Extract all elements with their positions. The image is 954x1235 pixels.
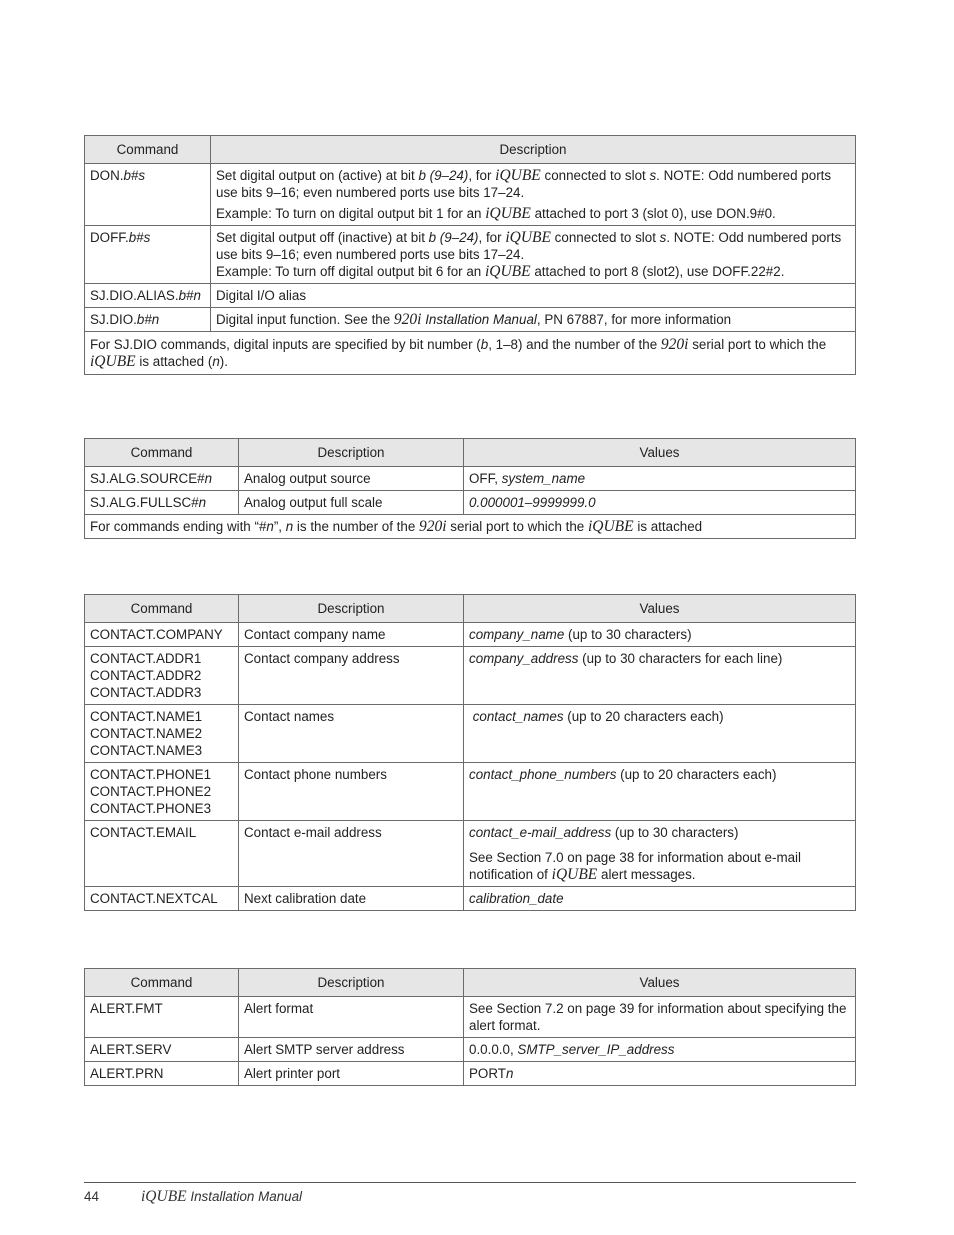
table-header-row — [85, 439, 856, 467]
analog-output-commands-table — [84, 438, 856, 539]
contact-commands-table — [84, 594, 856, 911]
description-cell: Analog output source — [239, 467, 464, 491]
table-row — [85, 226, 856, 284]
column-header: Description — [239, 969, 464, 997]
table-row — [85, 623, 856, 647]
command-cell: CONTACT.NEXTCAL — [85, 887, 239, 911]
table-row — [85, 164, 856, 226]
digital-io-commands-table — [84, 135, 856, 375]
table-row — [85, 705, 856, 763]
column-header: Description — [239, 595, 464, 623]
table-note: For commands ending with “#n”, n is the number of the 920i serial port to which the iQUBE is attached — [85, 515, 856, 539]
command-cell: CONTACT.NAME1 CONTACT.NAME2 CONTACT.NAME3 — [85, 705, 239, 763]
column-header: Command — [85, 595, 239, 623]
description-cell: Next calibration date — [239, 887, 464, 911]
values-cell: contact_names (up to 20 characters each) — [464, 705, 856, 763]
command-cell: CONTACT.EMAIL — [85, 821, 239, 887]
description-cell: Set digital output off (inactive) at bit b (9–24), for iQUBE connected to slot s. NOTE: Odd numbered ports use bits 9–16; even numbered ports use bits 17–24. Example: To turn off digital output bit 6 for an iQUBE attached to port 8 (slot2), use DOFF.22#2. — [211, 226, 856, 284]
command-cell: CONTACT.ADDR1 CONTACT.ADDR2 CONTACT.ADDR3 — [85, 647, 239, 705]
values-cell: OFF, system_name — [464, 467, 856, 491]
table-row — [85, 308, 856, 332]
values-cell: company_address (up to 30 characters for each line) — [464, 647, 856, 705]
column-header: Values — [464, 595, 856, 623]
table-header-row — [85, 969, 856, 997]
values-cell: See Section 7.2 on page 39 for information about specifying the alert format. — [464, 997, 856, 1038]
command-cell: SJ.ALG.FULLSC#n — [85, 491, 239, 515]
command-cell: SJ.ALG.SOURCE#n — [85, 467, 239, 491]
table-row — [85, 284, 856, 308]
values-cell: company_name (up to 30 characters) — [464, 623, 856, 647]
description-cell: Digital I/O alias — [211, 284, 856, 308]
values-cell: 0.000001–9999999.0 — [464, 491, 856, 515]
column-header: Description — [211, 136, 856, 164]
table-row — [85, 1062, 856, 1086]
description-cell: Digital input function. See the 920i Installation Manual, PN 67887, for more information — [211, 308, 856, 332]
command-cell: SJ.DIO.b#n — [85, 308, 211, 332]
command-cell: SJ.DIO.ALIAS.b#n — [85, 284, 211, 308]
table-row — [85, 491, 856, 515]
values-cell: 0.0.0.0, SMTP_server_IP_address — [464, 1038, 856, 1062]
table-row — [85, 467, 856, 491]
column-header: Description — [239, 439, 464, 467]
footer-divider — [84, 1182, 856, 1183]
description-cell: Contact e-mail address — [239, 821, 464, 887]
values-cell: PORTn — [464, 1062, 856, 1086]
description-cell: Alert format — [239, 997, 464, 1038]
page-footer — [84, 1188, 302, 1206]
table-note: For SJ.DIO commands, digital inputs are specified by bit number (b, 1–8) and the number of the 920i serial port to which the iQUBE is attached (n). — [85, 332, 856, 375]
table-row — [85, 647, 856, 705]
column-header: Command — [85, 439, 239, 467]
page-number: 44 — [84, 1189, 99, 1204]
table-note-row — [85, 515, 856, 539]
description-cell: Contact company name — [239, 623, 464, 647]
table-header-row — [85, 595, 856, 623]
command-cell: DOFF.b#s — [85, 226, 211, 284]
footer-brand: iQUBE — [141, 1188, 187, 1205]
column-header: Values — [464, 969, 856, 997]
description-cell: Alert SMTP server address — [239, 1038, 464, 1062]
values-cell: contact_e-mail_address (up to 30 characters) See Section 7.0 on page 38 for information about e-mail notification of iQUBE alert messages. — [464, 821, 856, 887]
table-row — [85, 821, 856, 887]
column-header: Values — [464, 439, 856, 467]
column-header: Command — [85, 136, 211, 164]
command-cell: ALERT.PRN — [85, 1062, 239, 1086]
description-cell: Set digital output on (active) at bit b (9–24), for iQUBE connected to slot s. NOTE: Odd numbered ports use bits 9–16; even numbered ports use bits 17–24. Example: To turn on digital output bit 1 for an iQUBE attached to port 3 (slot 0), use DON.9#0. — [211, 164, 856, 226]
values-cell: calibration_date — [464, 887, 856, 911]
alert-commands-table — [84, 968, 856, 1086]
command-cell: CONTACT.COMPANY — [85, 623, 239, 647]
description-cell: Analog output full scale — [239, 491, 464, 515]
table-row — [85, 997, 856, 1038]
command-cell: ALERT.FMT — [85, 997, 239, 1038]
table-header-row — [85, 136, 856, 164]
column-header: Command — [85, 969, 239, 997]
description-cell: Contact company address — [239, 647, 464, 705]
footer-title: Installation Manual — [186, 1189, 303, 1204]
table-row — [85, 887, 856, 911]
table-row — [85, 763, 856, 821]
description-cell: Contact names — [239, 705, 464, 763]
description-cell: Contact phone numbers — [239, 763, 464, 821]
description-cell: Alert printer port — [239, 1062, 464, 1086]
command-cell: ALERT.SERV — [85, 1038, 239, 1062]
command-cell: DON.b#s — [85, 164, 211, 226]
values-cell: contact_phone_numbers (up to 20 characters each) — [464, 763, 856, 821]
table-row — [85, 1038, 856, 1062]
command-cell: CONTACT.PHONE1 CONTACT.PHONE2 CONTACT.PHONE3 — [85, 763, 239, 821]
table-note-row — [85, 332, 856, 375]
